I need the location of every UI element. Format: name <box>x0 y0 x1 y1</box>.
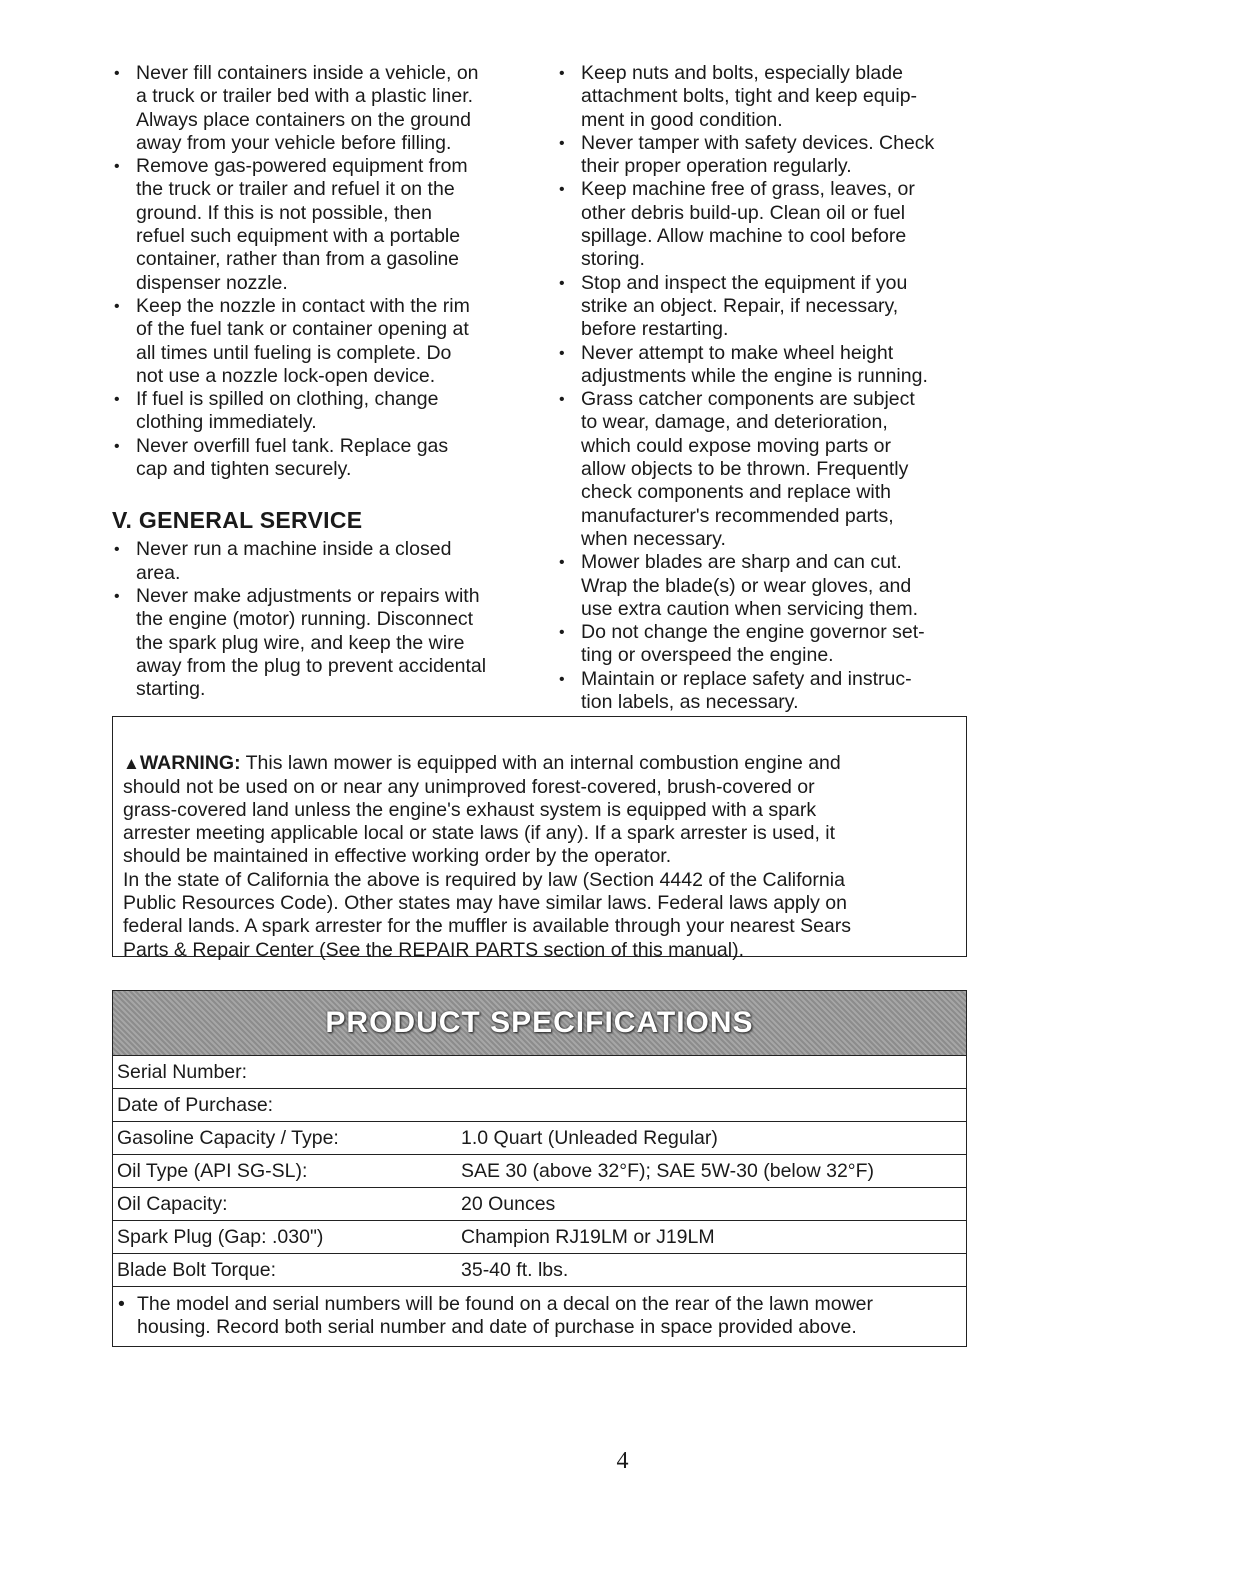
list-item: • Mower blades are sharp and can cut. Wrap the blade(s) or wear gloves, and use extra caution when servicing them. <box>557 551 987 621</box>
list-item: • Maintain or replace safety and instruc- tion labels, as necessary. <box>557 668 987 715</box>
list-item: • Never tamper with safety devices. Check their proper operation regularly. <box>557 132 987 179</box>
list-item: • Never overfill fuel tank. Replace gas cap and tighten securely. <box>112 435 542 482</box>
spec-label: Serial Number: <box>117 1060 248 1083</box>
maintenance-list <box>557 62 987 714</box>
section-heading-general-service: V. GENERAL SERVICE <box>112 507 363 534</box>
warning-text-second: In the state of California the above is required by law (Section 4442 of the California Public Resources Code). Other states may have similar laws. Federal laws apply on federal lands. A spark arrester for the muffler is available through your nearest Sears Parts & Repair Center (See the REPAIR PARTS section of this manual). <box>123 868 852 961</box>
warning-text-first: This lawn mower is equipped with an internal combustion engine and should not be used on or near any unimproved forest-covered, brush-covered or grass-covered land unless the engine's exhaust system is equipped with a spark arrester meeting applicable local or state laws (if any). If a spark arrester is used, it should be maintained in effective working order by the operator. <box>123 752 841 868</box>
list-item: • Keep machine free of grass, leaves, or other debris build-up. Clean oil or fuel spillage. Allow machine to cool before storing. <box>557 178 987 271</box>
spec-note-text: • The model and serial numbers will be found on a decal on the rear of the lawn mower housing. Record both serial number and date of purchase in space provided above. <box>137 1293 873 1339</box>
list-item: • If fuel is spilled on clothing, change clothing immediately. <box>112 388 542 435</box>
left-column <box>112 62 542 701</box>
specs-header <box>113 991 966 1055</box>
spec-row-serial-number <box>113 1055 966 1088</box>
list-item: • Remove gas-powered equipment from the truck or trailer and refuel it on the ground. If this is not possible, then refuel such equipment with a portable container, rather than from a gasoline dispenser nozzle. <box>112 155 542 295</box>
spec-value: SAE 30 (above 32°F); SAE 5W-30 (below 32°F) <box>461 1159 875 1182</box>
list-item: • Never fill containers inside a vehicle, on a truck or trailer bed with a plastic liner. Always place containers on the ground away from your vehicle before filling. <box>112 62 542 155</box>
page-number: 4 <box>616 1448 629 1474</box>
spec-row-oil-type <box>113 1154 966 1187</box>
list-item: • Never run a machine inside a closed area. <box>112 538 542 585</box>
spec-row-blade-bolt-torque <box>113 1253 966 1286</box>
list-item: • Do not change the engine governor set- ting or overspeed the engine. <box>557 621 987 668</box>
spec-label: Gasoline Capacity / Type: <box>117 1126 339 1149</box>
right-column <box>557 62 987 714</box>
list-item: • Stop and inspect the equipment if you strike an object. Repair, if necessary, before restarting. <box>557 272 987 342</box>
general-service-list <box>112 538 542 701</box>
spec-value: 35-40 ft. lbs. <box>461 1258 569 1281</box>
product-specifications-table <box>112 990 967 1347</box>
warning-triangle-icon: ▲ <box>123 754 140 774</box>
spec-label: Oil Capacity: <box>117 1192 228 1215</box>
list-item: • Never attempt to make wheel height adjustments while the engine is running. <box>557 342 987 389</box>
spec-label: Spark Plug (Gap: .030") <box>117 1225 324 1248</box>
spec-label: Oil Type (API SG-SL): <box>117 1159 308 1182</box>
warning-box <box>112 716 967 961</box>
specs-title: PRODUCT SPECIFICATIONS <box>325 1006 754 1039</box>
fuel-safety-list <box>112 62 542 481</box>
spec-row-oil-capacity <box>113 1187 966 1220</box>
list-item: • Keep nuts and bolts, especially blade attachment bolts, tight and keep equip- ment in good condition. <box>557 62 987 132</box>
spec-value: Champion RJ19LM or J19LM <box>461 1225 715 1248</box>
list-item: • Grass catcher components are subject to wear, damage, and deterioration, which could expose moving parts or allow objects to be thrown. Frequently check components and replace with manufacturer's recommended parts, when necessary. <box>557 388 987 551</box>
list-item: • Keep the nozzle in contact with the rim of the fuel tank or container opening at all times until fueling is complete. Do not use a nozzle lock-open device. <box>112 295 542 388</box>
list-item: • Never make adjustments or repairs with the engine (motor) running. Disconnect the spark plug wire, and keep the wire away from the plug to prevent accidental starting. <box>112 585 542 701</box>
spec-row-gasoline-capacity <box>113 1121 966 1154</box>
spec-row-spark-plug <box>113 1220 966 1253</box>
spec-label: Date of Purchase: <box>117 1093 274 1116</box>
spec-value: 20 Ounces <box>461 1192 556 1215</box>
spec-row-date-of-purchase <box>113 1088 966 1121</box>
warning-label: WARNING: <box>139 752 241 775</box>
spec-value: 1.0 Quart (Unleaded Regular) <box>461 1126 718 1149</box>
spec-label: Blade Bolt Torque: <box>117 1258 276 1281</box>
spec-note <box>113 1286 966 1346</box>
